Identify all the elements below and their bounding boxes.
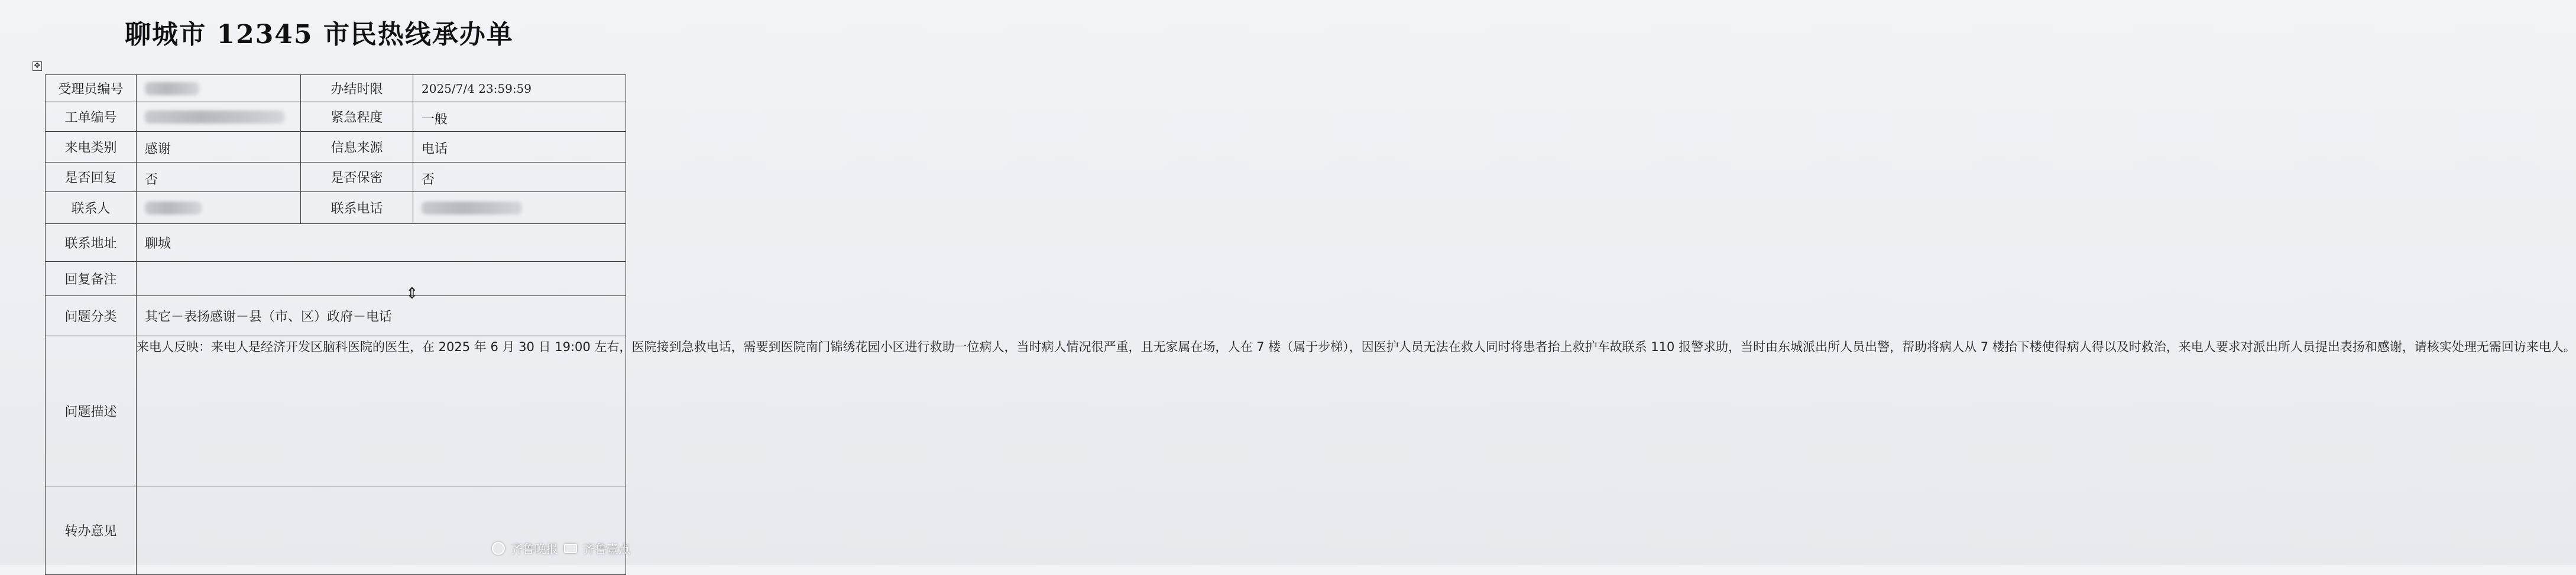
phone-label: 联系电话 — [301, 192, 413, 224]
reply-label: 是否回复 — [46, 163, 137, 192]
watermark-brand-2: 齐鲁壹点 — [583, 542, 630, 556]
form-row-ticket — [46, 102, 626, 132]
qilu-yidian-logo-icon — [564, 544, 577, 553]
ticket-no-value — [137, 102, 301, 132]
ticket-no-label: 工单编号 — [46, 102, 137, 132]
confidential-value: 否 — [413, 163, 626, 192]
redacted-contact — [145, 202, 202, 215]
confidential-label: 是否保密 — [301, 163, 413, 192]
description-label: 问题描述 — [46, 336, 137, 486]
operator-id-label: 受理员编号 — [46, 75, 137, 102]
row-resize-icon[interactable]: ⇕ — [406, 285, 419, 303]
transfer-opinion-value — [137, 486, 626, 575]
contact-value — [137, 192, 301, 224]
category-value: 其它－表扬感谢－县（市、区）政府－电话 — [137, 296, 626, 336]
document-title: 聊城市 12345 市民热线承办单 — [125, 20, 514, 50]
source-value: 电话 — [413, 132, 626, 163]
redacted-phone — [422, 202, 522, 215]
urgency-label: 紧急程度 — [301, 102, 413, 132]
table-move-handle-icon[interactable]: ✥ — [33, 61, 42, 71]
source-label: 信息来源 — [301, 132, 413, 163]
reply-note-value — [137, 262, 626, 296]
call-type-label: 来电类别 — [46, 132, 137, 163]
address-label: 联系地址 — [46, 224, 137, 262]
watermark — [492, 540, 630, 557]
hotline-form-table — [45, 74, 2576, 575]
deadline-value: 2025/7/4 23:59:59 — [413, 75, 626, 102]
phone-value — [413, 192, 626, 224]
form-row-address — [46, 224, 626, 262]
reply-note-label: 回复备注 — [46, 262, 137, 296]
reply-value: 否 — [137, 163, 301, 192]
form-row-category — [46, 296, 626, 336]
description-value: 来电人反映：来电人是经济开发区脑科医院的医生，在 2025 年 6 月 30 日 19:00 左右，医院接到急救电话，需要到医院南门锦绣花园小区进行救助一位病人，当时病人情况很严重，且无家属在场，人在 7 楼（属于步梯），因医护人员无法在救人同时将患者抬上救护车故联系 110 报警求助，当时由东城派出所人员出警，帮助将病人从 7 楼抬下楼使得病人得以及时救治，来电人要求对派出所人员提出表扬和感谢，请核实处理无需回访来电人。 — [137, 336, 626, 486]
form-row-reply-note — [46, 262, 626, 296]
redacted-ticket-no — [145, 111, 284, 124]
form-row-operator — [46, 75, 626, 102]
transfer-opinion-label: 转办意见 — [46, 486, 137, 575]
address-value: 聊城 — [137, 224, 626, 262]
form-row-transfer-opinion — [46, 486, 626, 575]
watermark-brand-1: 齐鲁晚报 — [511, 542, 558, 556]
form-row-contact — [46, 192, 626, 224]
redacted-operator-id — [145, 82, 199, 95]
contact-label: 联系人 — [46, 192, 137, 224]
qilu-evening-logo-icon — [492, 542, 505, 555]
form-row-call-type — [46, 132, 626, 163]
call-type-value: 感谢 — [137, 132, 301, 163]
urgency-value: 一般 — [413, 102, 626, 132]
deadline-label: 办结时限 — [301, 75, 413, 102]
form-row-reply — [46, 163, 626, 192]
operator-id-value — [137, 75, 301, 102]
category-label: 问题分类 — [46, 296, 137, 336]
form-row-description — [46, 336, 626, 486]
